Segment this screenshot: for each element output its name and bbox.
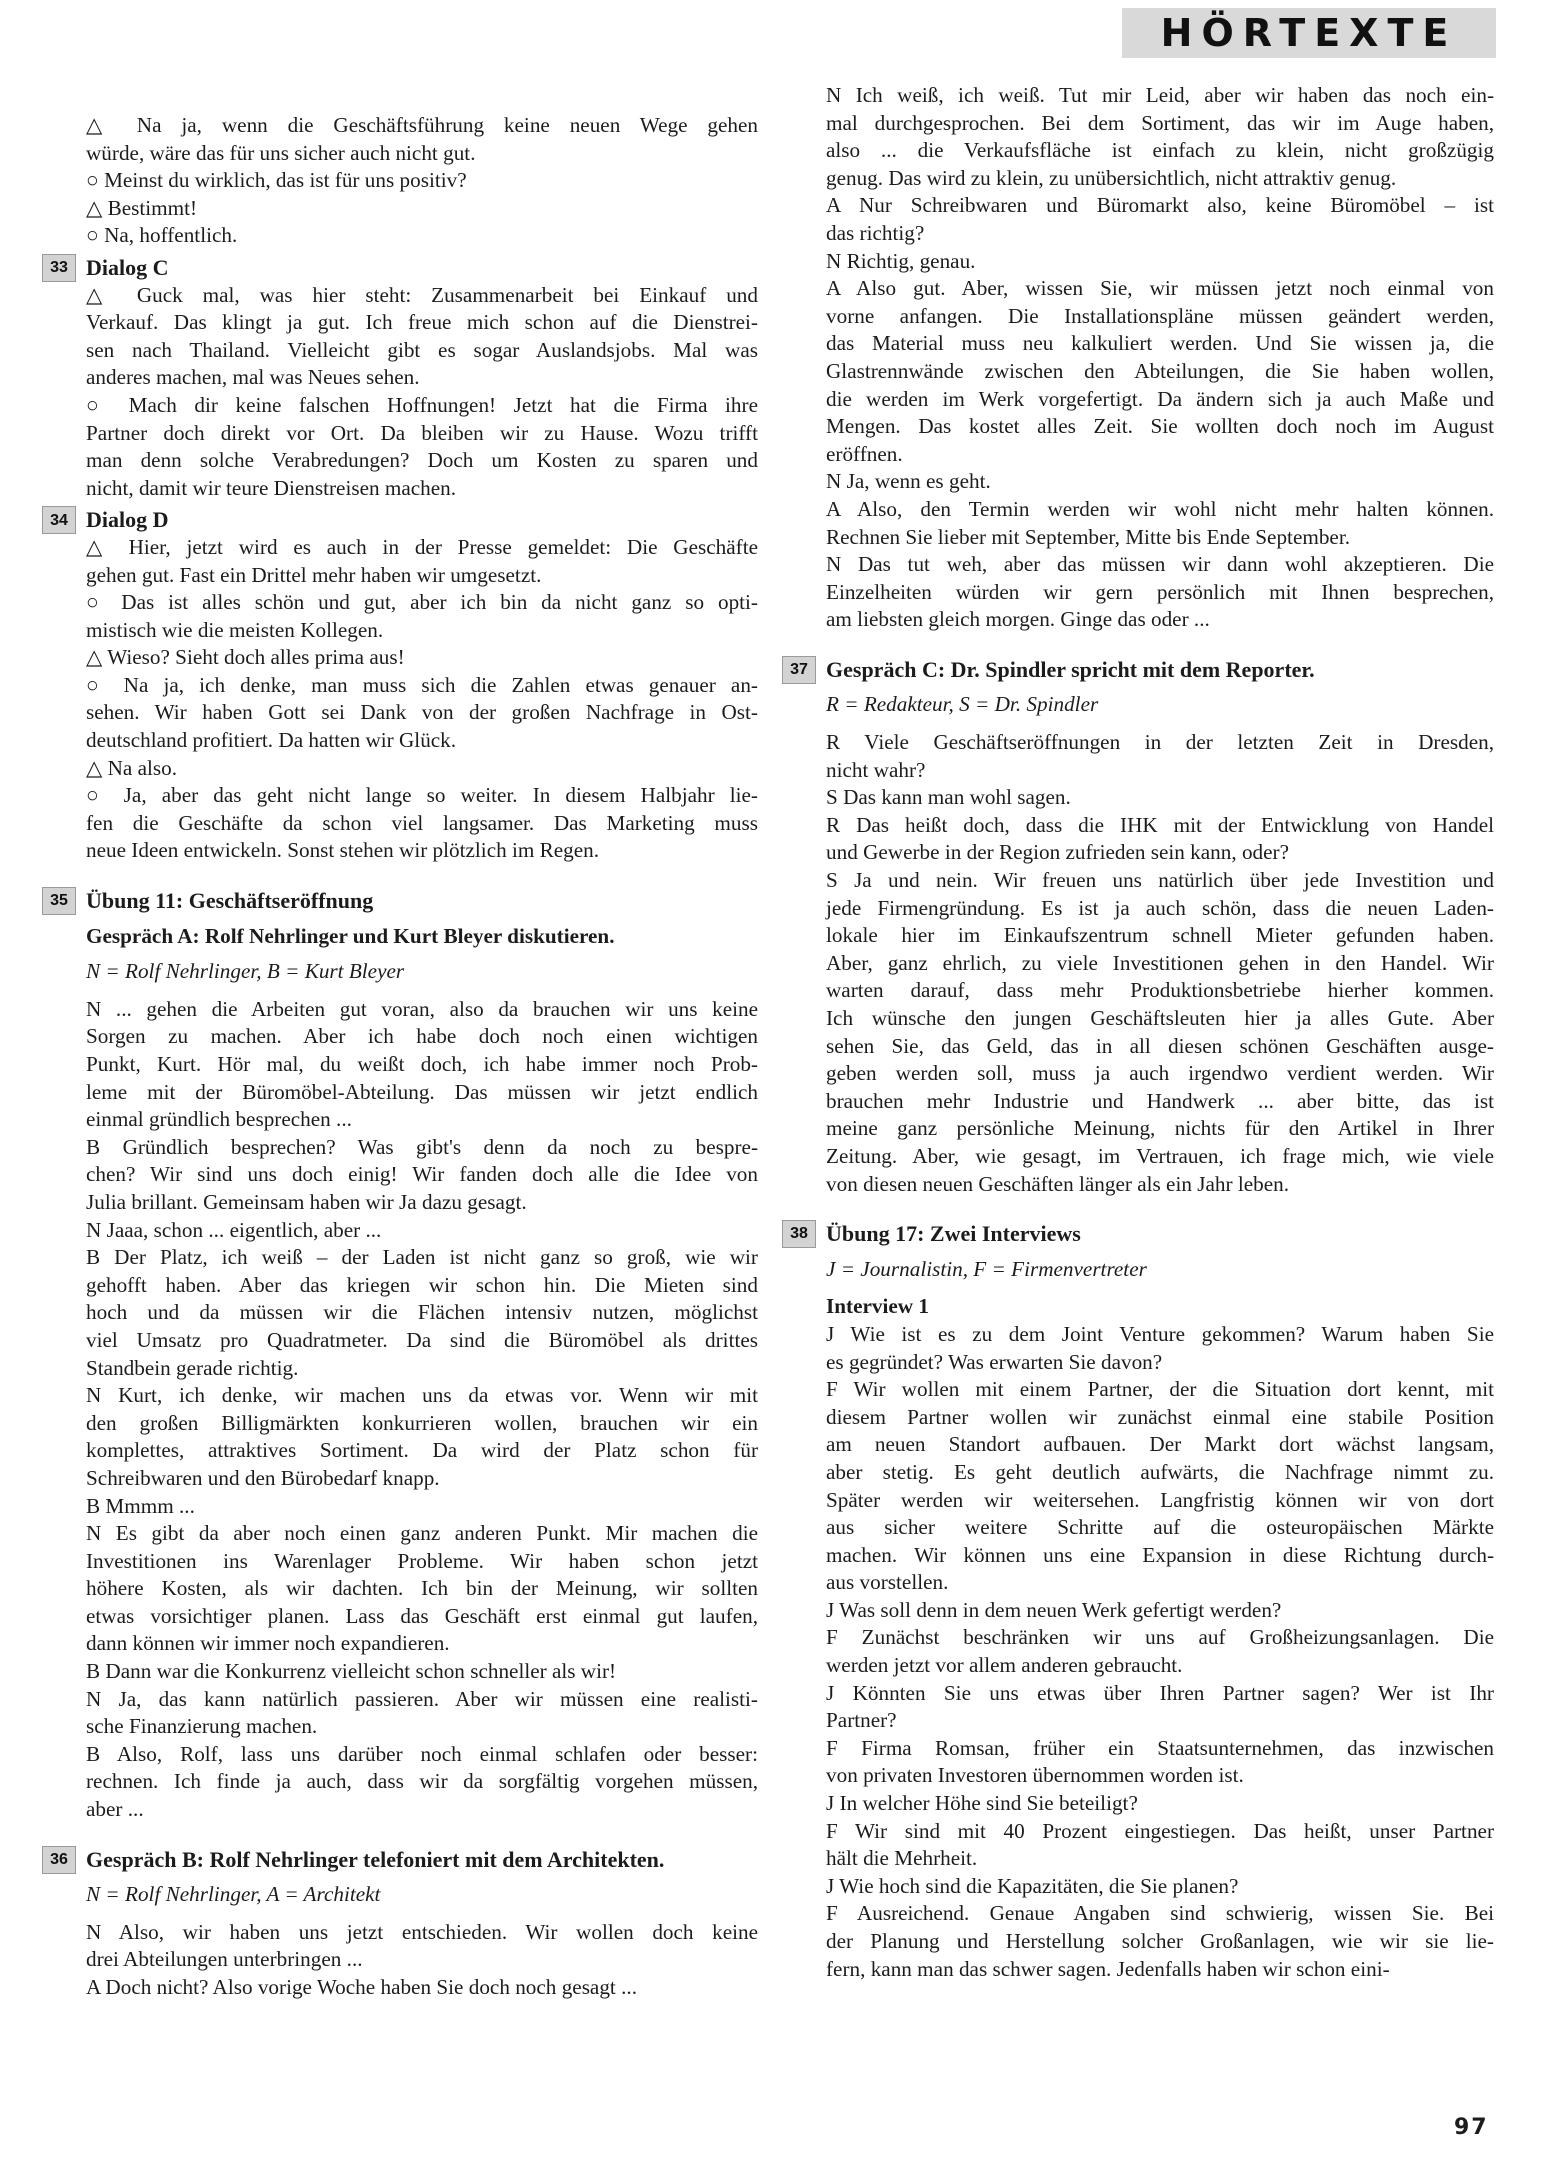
text-line: N Ich weiß, ich weiß. Tut mir Leid, aber wir haben das noch ein- (826, 83, 1494, 107)
section-34 (50, 506, 758, 865)
text-line: das Material muss neu kalkuliert werden. Und Sie wissen ja, die (826, 331, 1494, 356)
speaker-legend: N = Rolf Nehrlinger, A = Architekt (86, 1882, 381, 1907)
text-line: F Firma Romsan, früher ein Staatsunternehmen, das inzwischen (826, 1735, 1494, 1760)
text-line: J Was soll denn in dem neuen Werk gefertigt werden? (826, 1597, 1282, 1622)
text-line: eröffnen. (826, 441, 903, 466)
text-line: S Ja und nein. Wir freuen uns natürlich über jede Investition und (826, 868, 1494, 893)
text-line: gehen gut. Fast ein Drittel mehr haben wir umgesetzt. (86, 562, 542, 587)
text-line: von diesen neuen Geschäften länger als ein Jahr leben. (826, 1171, 1290, 1196)
text-line: B Gründlich besprechen? Was gibt's denn da noch zu bespre- (86, 1134, 758, 1159)
text-line: nicht wahr? (826, 757, 926, 782)
text-line: Partner doch direkt vor Ort. Da bleiben wir zu Hause. Wozu trifft (86, 420, 758, 445)
text-line: sehen. Wir haben Gott sei Dank von der großen Nachfrage in Ost- (86, 700, 758, 725)
speaker-legend: N = Rolf Nehrlinger, B = Kurt Bleyer (86, 959, 405, 984)
text-line: F Ausreichend. Genaue Angaben sind schwierig, wissen Sie. Bei (826, 1901, 1494, 1926)
text-line: Partner? (826, 1708, 897, 1733)
text-line: sche Finanzierung machen. (86, 1714, 318, 1739)
text-line: N Ja, das kann natürlich passieren. Aber wir müssen eine realisti- (86, 1686, 758, 1711)
right-column (790, 82, 1494, 1983)
section-heading: Dialog C (86, 254, 169, 280)
text-line: Sorgen zu machen. Aber ich habe doch noch einen wichtigen (86, 1024, 758, 1049)
text-line: ○ Mach dir keine falschen Hoffnungen! Jetzt hat die Firma ihre (86, 392, 758, 417)
text-line: am liebsten gleich morgen. Ginge das oder ... (826, 607, 1210, 632)
text-line: N ... gehen die Arbeiten gut voran, also da brauchen wir uns keine (86, 996, 758, 1021)
text-line: das richtig? (826, 220, 925, 245)
conversation-heading: Gespräch A: Rolf Nehrlinger und Kurt Bleyer diskutieren. (86, 923, 615, 948)
text-line: S Das kann man wohl sagen. (826, 785, 1071, 810)
text-line: Später werden wir weitersehen. Langfristig können wir von dort (826, 1487, 1494, 1512)
text-line: mal durchgesprochen. Bei dem Sortiment, das wir im Auge haben, (826, 110, 1494, 135)
text-line: Punkt, Kurt. Hör mal, du weißt doch, ich habe immer noch Prob- (86, 1052, 758, 1076)
text-line: aus vorstellen. (826, 1570, 949, 1595)
section-33 (50, 254, 758, 502)
track-number-badge: 38 (782, 1220, 816, 1248)
left-column (50, 112, 758, 2002)
text-line: A Also gut. Aber, wissen Sie, wir müssen jetzt noch einmal von (826, 276, 1494, 301)
text-line: N Also, wir haben uns jetzt entschieden. Wir wollen doch keine (86, 1919, 758, 1944)
text-line: △ Bestimmt! (86, 195, 198, 220)
text-line: Investitionen ins Warenlager Probleme. Wir haben schon jetzt (86, 1548, 758, 1573)
text-line: neue Ideen entwickeln. Sonst stehen wir plötzlich im Regen. (86, 838, 600, 863)
text-line: jede Firmengründung. Es ist ja auch schön, dass die neuen Laden- (826, 895, 1494, 920)
text-line: es gegründet? Was erwarten Sie davon? (826, 1349, 1163, 1374)
text-line: B Dann war die Konkurrenz vielleicht schon schneller als wir! (86, 1659, 617, 1684)
text-line: N Richtig, genau. (826, 248, 976, 273)
dialog-text (86, 1919, 758, 2002)
text-line: J Wie ist es zu dem Joint Venture gekommen? Warum haben Sie (826, 1321, 1494, 1346)
text-line: würde, wäre das für uns sicher auch nicht gut. (86, 140, 476, 165)
text-line: F Wir wollen mit einem Partner, der die Situation dort kennt, mit (826, 1377, 1494, 1402)
text-line: also ... die Verkaufsfläche ist einfach zu klein, nicht großzügig (826, 138, 1494, 163)
text-line: gehofft haben. Aber das kriegen wir schon hin. Die Mieten sind (86, 1272, 758, 1297)
text-line: J Könnten Sie uns etwas über Ihren Partner sagen? Wer ist Ihr (826, 1680, 1494, 1705)
text-line: A Nur Schreibwaren und Büromarkt also, keine Büromöbel – ist (826, 193, 1494, 218)
text-line: △ Na also. (86, 755, 178, 780)
text-line: chen? Wir sind uns doch einig! Wir fanden doch alle die Idee von (86, 1162, 758, 1187)
text-line: meine ganz persönliche Meinung, nichts für den Artikel in Ihrer (826, 1116, 1494, 1141)
section-37 (790, 656, 1494, 1198)
section-title: HÖRTEXTE (1160, 11, 1458, 55)
page-number: 97 (1454, 2115, 1489, 2140)
text-line: und Gewerbe in der Region zufrieden sein kann, oder? (826, 840, 1290, 865)
section-heading: Übung 17: Zwei Interviews (826, 1221, 1081, 1247)
text-line: Einzelheiten würden wir gern persönlich mit Ihnen besprechen, (826, 579, 1494, 604)
dialog-text (86, 282, 758, 503)
text-line: N Das tut weh, aber das müssen wir dann wohl akzeptieren. Die (826, 552, 1494, 577)
text-line: ○ Meinst du wirklich, das ist für uns positiv? (86, 168, 467, 193)
text-line: B Mmmm ... (86, 1493, 195, 1518)
text-line: leme mit der Büromöbel-Abteilung. Das müssen wir jetzt endlich (86, 1079, 758, 1104)
text-line: brauchen mehr Industrie und Handwerk ... aber bitte, das ist (826, 1088, 1494, 1113)
text-line: einmal gründlich besprechen ... (86, 1107, 352, 1132)
text-line: J In welcher Höhe sind Sie beteiligt? (826, 1791, 1138, 1816)
section-heading: Dialog D (86, 507, 169, 533)
text-line: hoch und da müssen wir die Flächen intensiv nutzen, möglichst (86, 1300, 758, 1325)
text-line: sehen Sie, das Geld, das in all diesen schönen Geschäften ausge- (826, 1033, 1494, 1058)
text-line: den großen Billigmärkten konkurrieren wollen, brauchen wir ein (86, 1410, 758, 1435)
text-line: vorne anfangen. Die Installationspläne müssen geändert werden, (826, 303, 1494, 328)
text-line: ○ Na ja, ich denke, man muss sich die Zahlen etwas genauer an- (86, 672, 758, 697)
text-line: Zeitung. Aber, wie gesagt, im Vertrauen, ich frage mich, wie viele (826, 1143, 1494, 1168)
section-38 (790, 1220, 1494, 1983)
section-heading: Übung 11: Geschäftseröffnung (86, 888, 374, 914)
text-line: Glastrennwände zwischen den Abteilungen, die Sie haben wollen, (826, 358, 1494, 383)
text-line: geben werden soll, muss ja auch irgendwo verdient werden. Wir (826, 1061, 1494, 1086)
text-line: dann können wir immer noch expandieren. (86, 1631, 450, 1656)
text-line: viel Umsatz pro Quadratmeter. Da sind die Büromöbel als drittes (86, 1327, 758, 1352)
text-line: fen die Geschäfte da schon viel langsamer. Das Marketing muss (86, 810, 758, 835)
track-number-badge: 33 (42, 254, 76, 282)
text-line: ○ Na, hoffentlich. (86, 223, 238, 248)
text-line: Ich wünsche den jungen Geschäftsleuten hier ja alles Gute. Aber (826, 1006, 1494, 1030)
track-number-badge: 35 (42, 887, 76, 915)
section-36 (50, 1846, 758, 2002)
text-line: aber stetig. Es geht deutlich aufwärts, die Nachfrage nimmt zu. (826, 1459, 1494, 1484)
text-line: höhere Kosten, als wir dachten. Ich bin der Meinung, wir sollten (86, 1576, 758, 1601)
dialog-text (826, 729, 1494, 1198)
dialog-text (826, 1321, 1494, 1983)
text-line: B Der Platz, ich weiß – der Laden ist nicht ganz so groß, wie wir (86, 1245, 758, 1270)
text-line: B Also, Rolf, lass uns darüber noch einmal schlafen oder besser: (86, 1741, 758, 1766)
text-line: sen nach Thailand. Vielleicht gibt es sogar Auslandsjobs. Mal was (86, 337, 758, 362)
text-line: deutschland profitiert. Da hatten wir Glück. (86, 728, 457, 753)
text-line: genug. Das wird zu klein, zu unübersichtlich, nicht attraktiv genug. (826, 165, 1397, 190)
text-line: Rechnen Sie lieber mit September, Mitte bis Ende September. (826, 524, 1351, 549)
track-number-badge: 34 (42, 506, 76, 534)
text-line: J Wie hoch sind die Kapazitäten, die Sie planen? (826, 1873, 1239, 1898)
text-line: rechnen. Ich finde ja auch, dass wir da sorgfältig vorgehen müssen, (86, 1769, 758, 1794)
dialog-continuation (826, 82, 1494, 634)
text-line: N Ja, wenn es geht. (826, 469, 991, 494)
text-line: Standbein gerade richtig. (86, 1355, 299, 1380)
text-line: aber ... (86, 1797, 144, 1822)
text-line: N Jaaa, schon ... eigentlich, aber ... (86, 1217, 382, 1242)
text-line: Aber, ganz ehrlich, zu viele Investitionen gehen in den Handel. Wir (826, 950, 1494, 975)
text-line: hält die Mehrheit. (826, 1846, 978, 1871)
text-line: N Kurt, ich denke, wir machen uns da etwas vor. Wenn wir mit (86, 1383, 758, 1408)
text-line: F Zunächst beschränken wir uns auf Großheizungsanlagen. Die (826, 1625, 1494, 1650)
text-line: Schreibwaren und den Bürobedarf knapp. (86, 1465, 440, 1490)
text-line: fern, kann man das schwer sagen. Jedenfalls haben wir schon eini- (826, 1956, 1390, 1981)
text-line: etwas vorsichtiger planen. Lass das Geschäft erst einmal gut laufen, (86, 1603, 758, 1628)
text-line: N Es gibt da aber noch einen ganz anderen Punkt. Mir machen die (86, 1521, 758, 1546)
text-line: aus sicher weitere Schritte auf die osteuropäischen Märkte (826, 1515, 1494, 1540)
dialog-text (86, 534, 758, 865)
text-line: die werden im Werk vorgefertigt. Da ändern sich ja auch Maße und (826, 386, 1494, 411)
text-line: A Doch nicht? Also vorige Woche haben Sie doch noch gesagt ... (86, 1975, 638, 1999)
text-line: △ Hier, jetzt wird es auch in der Presse gemeldet: Die Geschäfte (86, 534, 758, 559)
text-line: Mengen. Das kostet alles Zeit. Sie wollten doch noch im August (826, 414, 1494, 439)
track-number-badge: 36 (42, 1846, 76, 1874)
text-line: △ Wieso? Sieht doch alles prima aus! (86, 645, 405, 670)
text-line: nicht, damit wir teure Dienstreisen machen. (86, 475, 457, 500)
text-line: Julia brillant. Gemeinsam haben wir Ja dazu gesagt. (86, 1189, 527, 1214)
text-line: lokale hier im Einkaufszentrum schnell Mieter gefunden haben. (826, 923, 1494, 948)
text-line: R Das heißt doch, dass die IHK mit der Entwicklung von Handel (826, 812, 1494, 837)
text-line: R Viele Geschäftseröffnungen in der letzten Zeit in Dresden, (826, 730, 1494, 755)
dialog-text (86, 996, 758, 1824)
section-heading: Gespräch B: Rolf Nehrlinger telefoniert mit dem Architekten. (86, 1846, 665, 1872)
interview-heading: Interview 1 (826, 1294, 929, 1319)
text-line: A Also, den Termin werden wir wohl nicht mehr halten können. (826, 496, 1494, 521)
text-line: warten darauf, dass mehr Produktionsbetriebe hierher kommen. (826, 978, 1494, 1003)
text-line: der Planung und Herstellung solcher Großanlagen, wie wir sie lie- (826, 1929, 1494, 1953)
section-header (1122, 8, 1496, 58)
text-line: komplettes, attraktives Sortiment. Da wird der Platz schon für (86, 1438, 758, 1463)
text-line: ○ Ja, aber das geht nicht lange so weiter. In diesem Halbjahr lie- (86, 783, 758, 808)
text-line: Verkauf. Das klingt ja gut. Ich freue mich schon auf die Dienstrei- (86, 310, 758, 335)
text-line: △ Guck mal, was hier steht: Zusammenarbeit bei Einkauf und (86, 282, 758, 307)
text-line: △ Na ja, wenn die Geschäftsführung keine neuen Wege gehen (86, 113, 758, 137)
text-line: man denn solche Verabredungen? Doch um Kosten zu sparen und (86, 448, 758, 473)
text-line: drei Abteilungen unterbringen ... (86, 1947, 363, 1972)
section-heading: Gespräch C: Dr. Spindler spricht mit dem Reporter. (826, 656, 1315, 682)
speaker-legend: R = Redakteur, S = Dr. Spindler (826, 692, 1099, 717)
intro-dialog (86, 112, 758, 250)
text-line: werden jetzt vor allem anderen gebraucht. (826, 1653, 1183, 1678)
track-number-badge: 37 (782, 656, 816, 684)
text-line: mistisch wie die meisten Kollegen. (86, 617, 384, 642)
speaker-legend: J = Journalistin, F = Firmenvertreter (826, 1256, 1147, 1281)
text-line: machen. Wir können uns eine Expansion in diese Richtung durch- (826, 1542, 1494, 1567)
text-line: am neuen Standort aufbauen. Der Markt dort wächst langsam, (826, 1432, 1494, 1457)
text-line: von privaten Investoren übernommen worden ist. (826, 1763, 1244, 1788)
section-35 (50, 887, 758, 1824)
text-line: anderes machen, mal was Neues sehen. (86, 365, 420, 390)
text-line: diesem Partner wollen wir zunächst einmal eine stabile Position (826, 1404, 1494, 1429)
text-line: F Wir sind mit 40 Prozent eingestiegen. Das heißt, unser Partner (826, 1818, 1494, 1843)
text-line: ○ Das ist alles schön und gut, aber ich bin da nicht ganz so opti- (86, 590, 758, 615)
